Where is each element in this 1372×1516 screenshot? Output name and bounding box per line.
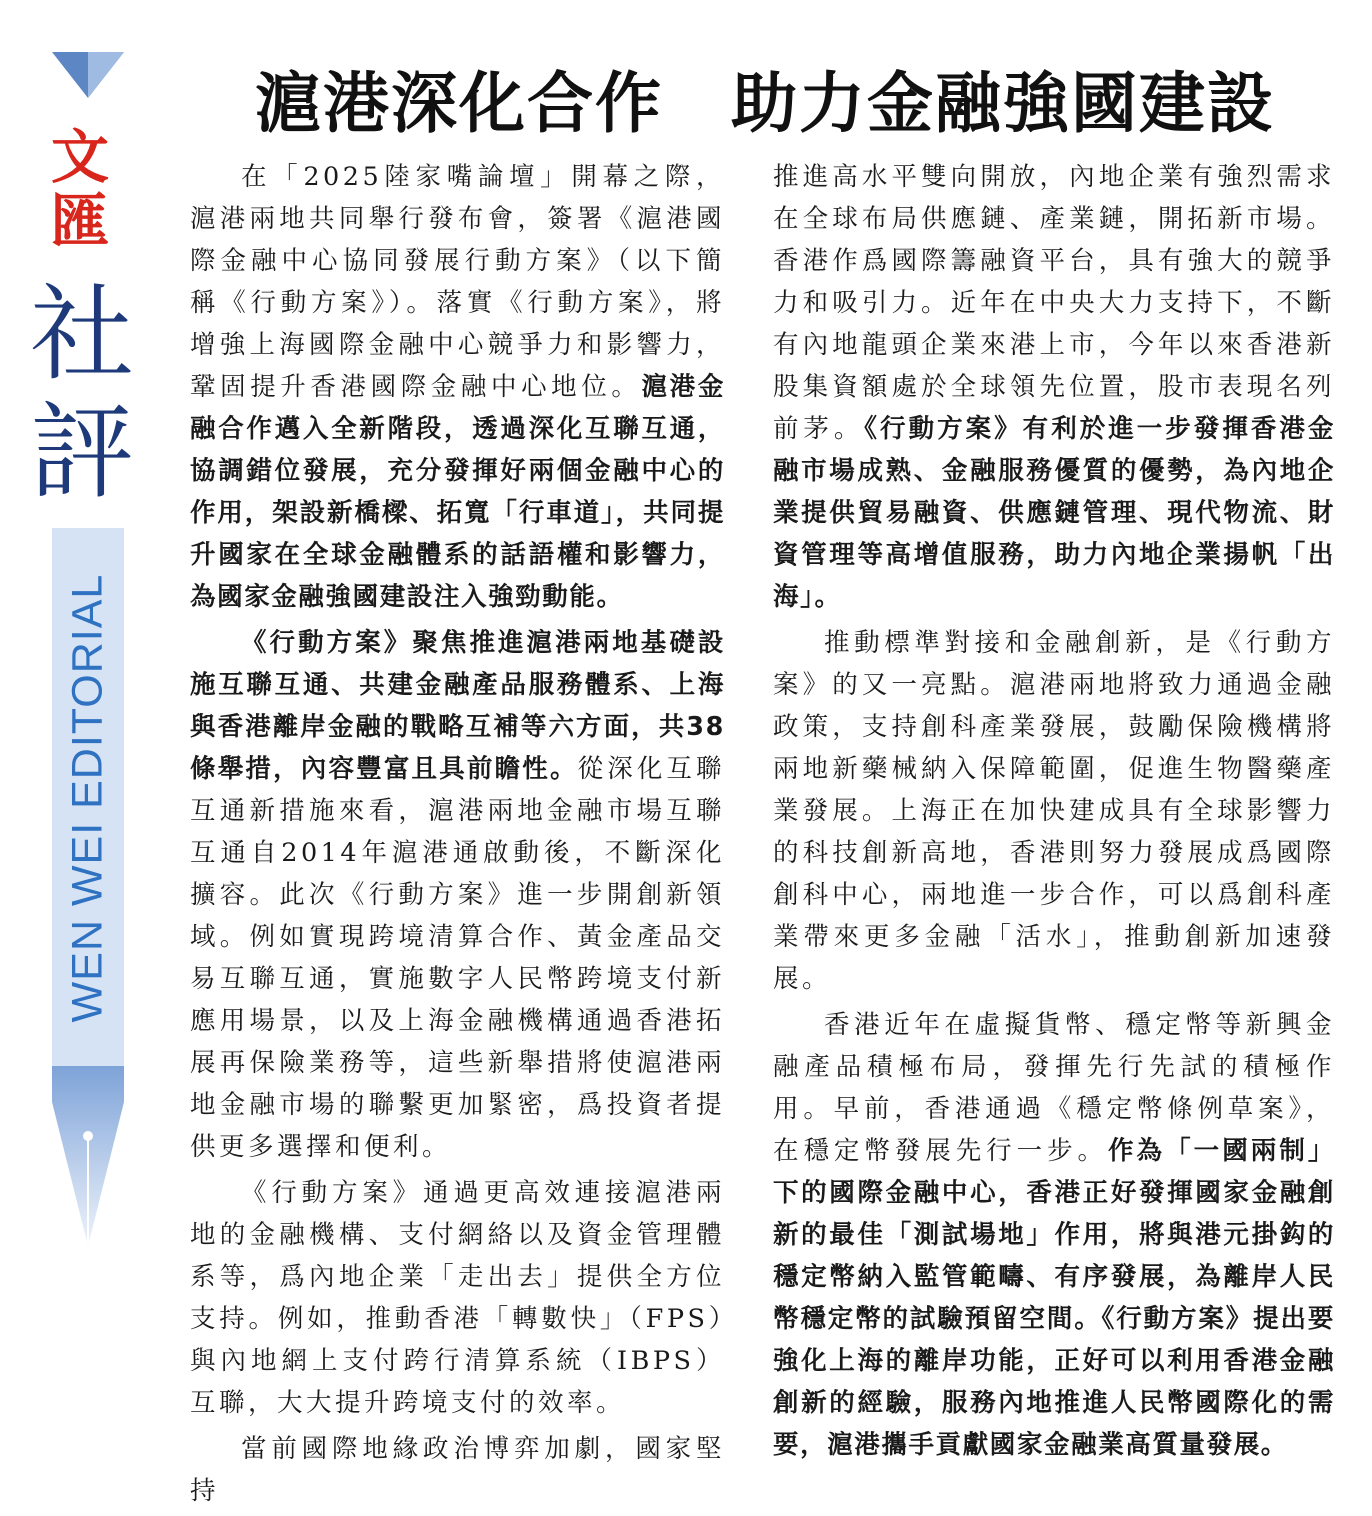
paragraph-5: 推動標準對接和金融創新，是《行動方案》的又一亮點。滬港兩地將致力通過金融政策，支持創科產業發展，鼓勵保險機構將兩地新藥械納入保障範圍，促進生物醫藥產業發展。上海正在加快建成具有全球影響力的科技創新高地，香港則努力發展成爲國際創科中心，兩地進一步合作，可以爲創科產業帶來更多金融「活水」，推動創新加速發展。 bbox=[773, 628, 1335, 994]
p4-bold-text: 《行動方案》有利於進一步發揮香港金融市場成熟、金融服務優質的優勢，為內地企業提供貿易融資、供應鏈管理、現代物流、財資管理等高增值服務，助力內地企業揚帆「出海」。 bbox=[773, 414, 1335, 612]
paragraph-4-cont bbox=[773, 156, 1335, 618]
p2-text: 從深化互聯互通新措施來看，滬港兩地金融市場互聯互通自2014年滬港通啟動後，不斷深化擴容。此次《行動方案》進一步開創新領域。例如實現跨境清算合作、黃金產品交易互聯互通，實施數字人民幣跨境支付新應用場景，以及上海金融機構通過香港拓展再保險業務等，這些新舉措將使滬港兩地金融市場的聯繫更加緊密，爲投資者提供更多選擇和便利。 bbox=[190, 754, 725, 1162]
p1-bold-text: 滬港金融合作邁入全新階段，透過深化互聯互通，協調錯位發展，充分發揮好兩個金融中心的作用，架設新橋樑、拓寬「行車道」，共同提升國家在全球金融體系的話語權和影響力，為國家金融強國建設注入強勁動能。 bbox=[190, 372, 725, 612]
p6-bold-text: 作為「一國兩制」下的國際金融中心，香港正好發揮國家金融創新的最佳「測試場地」作用，將與港元掛鈎的穩定幣納入監管範疇、有序發展，為離岸人民幣穩定幣的試驗預留空間。《行動方案》提出要強化上海的離岸功能，正好可以利用香港金融創新的經驗，服務內地推進人民幣國際化的需要，滬港攜手貢獻國家金融業高質量發展。 bbox=[773, 1136, 1335, 1460]
p1-text: 在「2025陸家嘴論壇」開幕之際，滬港兩地共同舉行發布會，簽署《滬港國際金融中心協同發展行動方案》（以下簡稱《行動方案》）。落實《行動方案》，將增強上海國際金融中心競爭力和影響力，鞏固提升香港國際金融中心地位。 bbox=[190, 162, 725, 402]
paragraph-3: 《行動方案》通過更高效連接滬港兩地的金融機構、支付網絡以及資金管理體系等，爲內地企業「走出去」提供全方位支持。例如，推動香港「轉數快」（FPS）與內地網上支付跨行清算系統（IBPS）互聯，大大提升跨境支付的效率。 bbox=[190, 1178, 725, 1418]
p4-text: 推進高水平雙向開放，內地企業有強烈需求在全球布局供應鏈、產業鏈，開拓新市場。香港作爲國際籌融資平台，具有強大的競爭力和吸引力。近年在中央大力支持下，不斷有內地龍頭企業來港上市，今年以來香港新股集資額處於全球領先位置，股市表現名列前茅。 bbox=[773, 162, 1335, 444]
p2-bold-text: 《行動方案》聚焦推進滬港兩地基礎設施互聯互通、共建金融產品服務體系、上海與香港離岸金融的戰略互補等六方面，共38條舉措，內容豐富且具前瞻性。 bbox=[190, 628, 725, 784]
section-char-1: 社 bbox=[29, 273, 134, 395]
right-column bbox=[773, 156, 1335, 1470]
paragraph-4-start: 當前國際地緣政治博弈加劇，國家堅持 bbox=[190, 1434, 725, 1506]
editorial-sidebar bbox=[0, 0, 150, 1507]
section-char-2: 評 bbox=[29, 391, 134, 513]
paragraph-1 bbox=[190, 156, 725, 618]
brand-char-1: 文 bbox=[50, 123, 109, 191]
brand-char-2: 匯 bbox=[50, 187, 109, 255]
paragraph-6 bbox=[773, 1004, 1335, 1466]
headline: 滬港深化合作 助力金融強國建設 bbox=[255, 64, 1275, 142]
paragraph-2 bbox=[190, 622, 725, 1168]
english-label: WEN WEI EDITORIAL bbox=[63, 573, 112, 1023]
left-column bbox=[190, 156, 725, 1516]
p6-text: 香港近年在虛擬貨幣、穩定幣等新興金融產品積極布局，發揮先行先試的積極作用。早前，香港通過《穩定幣條例草案》，在穩定幣發展先行一步。 bbox=[773, 1010, 1335, 1166]
fountain-pen-icon bbox=[52, 1066, 124, 1246]
light-triangle-decoration bbox=[88, 52, 124, 98]
